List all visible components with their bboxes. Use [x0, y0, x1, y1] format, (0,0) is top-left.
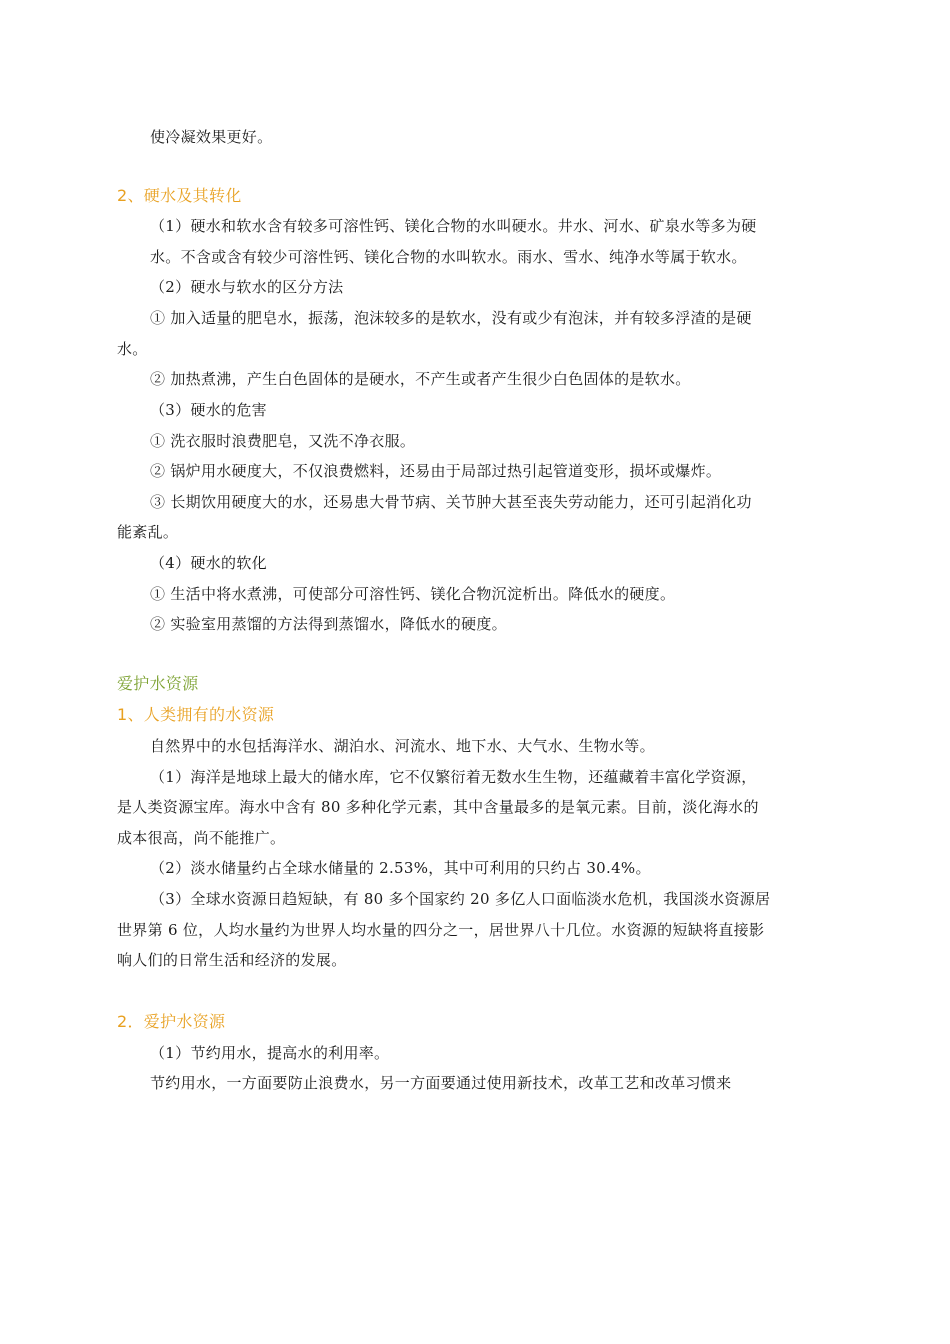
text-line: 水。 — [117, 340, 148, 358]
text-line: ② 锅炉用水硬度大，不仅浪费燃料，还易由于局部过热引起管道变形，损坏或爆炸。 — [150, 462, 722, 480]
text-line: 节约用水，一方面要防止浪费水，另一方面要通过使用新技术，改革工艺和改革习惯来 — [150, 1074, 732, 1092]
section-heading-protect-water: 爱护水资源 — [117, 674, 199, 693]
text-line: （1）节约用水，提高水的利用率。 — [150, 1044, 390, 1062]
text-line: 响人们的日常生活和经济的发展。 — [117, 951, 347, 969]
text-line: 是人类资源宝库。海水中含有 80 多种化学元素，其中含量最多的是氧元素。目前，淡化海水的 — [117, 798, 759, 816]
text-line: （2）淡水储量约占全球水储量的 2.53%，其中可利用的只约占 30.4%。 — [150, 859, 651, 877]
text-line: ① 生活中将水煮沸，可使部分可溶性钙、镁化合物沉淀析出。降低水的硬度。 — [150, 585, 676, 603]
section-heading-hard-water: 2、硬水及其转化 — [117, 186, 242, 205]
text-line: ② 加热煮沸，产生白色固体的是硬水，不产生或者产生很少白色固体的是软水。 — [150, 370, 691, 388]
text-line: ③ 长期饮用硬度大的水，还易患大骨节病、关节肿大甚至丧失劳动能力，还可引起消化功 — [150, 493, 752, 511]
text-line: （2）硬水与软水的区分方法 — [150, 278, 344, 296]
text-line: 世界第 6 位，人均水量约为世界人均水量的四分之一，居世界八十几位。水资源的短缺将直接影 — [117, 921, 765, 939]
text-line: ② 实验室用蒸馏的方法得到蒸馏水，降低水的硬度。 — [150, 615, 507, 633]
text-line: 使冷凝效果更好。 — [150, 128, 273, 146]
text-line: （3）硬水的危害 — [150, 401, 267, 419]
section-heading-protect-water-2: 2．爱护水资源 — [117, 1012, 226, 1031]
text-line: （1）海洋是地球上最大的储水库，它不仅繁衍着无数水生生物，还蕴藏着丰富化学资源， — [150, 768, 757, 786]
text-line: 成本很高，尚不能推广。 — [117, 829, 286, 847]
text-line: 自然界中的水包括海洋水、湖泊水、河流水、地下水、大气水、生物水等。 — [150, 737, 655, 755]
section-heading-human-water-resources: 1、人类拥有的水资源 — [117, 705, 275, 724]
text-line: （3）全球水资源日趋短缺，有 80 多个国家约 20 多亿人口面临淡水危机，我国淡水资源居 — [150, 890, 771, 908]
text-line: 水。不含或含有较少可溶性钙、镁化合物的水叫软水。雨水、雪水、纯净水等属于软水。 — [150, 248, 747, 266]
text-line: ① 加入适量的肥皂水，振荡，泡沫较多的是软水，没有或少有泡沫，并有较多浮渣的是硬 — [150, 309, 752, 327]
text-line: 能紊乱。 — [117, 523, 179, 541]
text-line: （1）硬水和软水含有较多可溶性钙、镁化合物的水叫硬水。井水、河水、矿泉水等多为硬 — [150, 217, 757, 235]
text-line: （4）硬水的软化 — [150, 554, 267, 572]
text-line: ① 洗衣服时浪费肥皂，又洗不净衣服。 — [150, 432, 416, 450]
